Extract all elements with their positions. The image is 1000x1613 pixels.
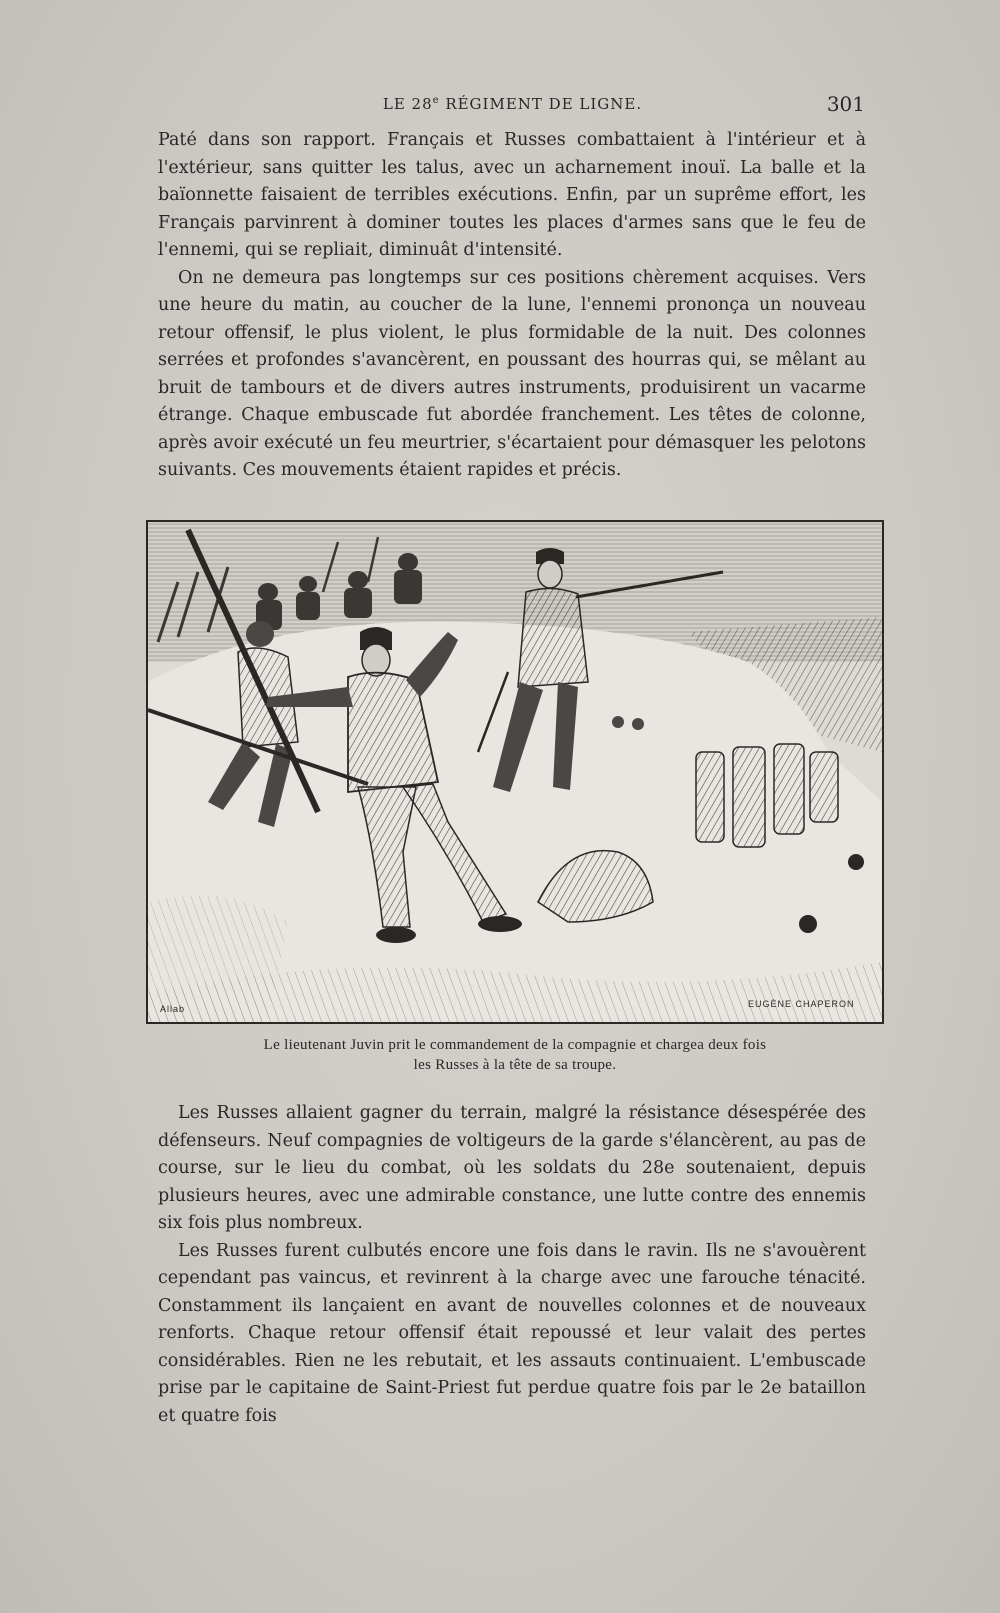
running-title-post: RÉGIMENT DE LIGNE. bbox=[439, 95, 643, 113]
cannonball bbox=[632, 718, 644, 730]
cannonball bbox=[799, 915, 817, 933]
cannonball bbox=[848, 854, 864, 870]
figure-caption bbox=[150, 1035, 880, 1075]
engraving-illustration bbox=[146, 520, 884, 1024]
paragraph-2: On ne demeura pas longtemps sur ces positions chèrement acquises. Vers une heure du matin, au coucher de la lune, l'ennemi prononça un nouveau retour offensif, le plus violent, le plus formidable de la nuit. Des colonnes serrées et profondes s'avancèrent, en poussant des hourras qui, se mêlant au bruit de tambours et de divers autres instruments, produisirent un vacarme étrange. Chaque embuscade fut abordée franchement. Les têtes de colonne, après avoir exécuté un feu meurtrier, s'écartaient pour démasquer les pelotons suivants. Ces mouvements étaient rapides et précis. bbox=[158, 267, 866, 480]
cannonball bbox=[612, 716, 624, 728]
running-title-sup: e bbox=[432, 95, 440, 106]
signature-left: Allab bbox=[160, 1004, 186, 1014]
page-number: 301 bbox=[826, 92, 865, 116]
running-title-pre: LE 28 bbox=[382, 95, 433, 113]
paragraph-4: Les Russes furent culbutés encore une fois dans le ravin. Ils ne s'avouèrent cependant pas vaincus, et revinrent à la charge avec une farouche ténacité. Constamment ils lançaient en avant de nouvelles colonnes et de nouveaux renforts. Chaque retour offensif était repoussé et leur valait des pertes considérables. Rien ne les rebutait, et les assauts continuaient. L'embuscade prise par le capitaine de Saint-Priest fut perdue quatre fois par le 2e bataillon et quatre fois bbox=[158, 1240, 866, 1426]
signature-right: EUGÈNE CHAPERON bbox=[748, 999, 855, 1009]
battle-scene-drawing bbox=[148, 522, 882, 1022]
paragraph-3: Les Russes allaient gagner du terrain, malgré la résistance désespérée des défenseurs. Neuf compagnies de voltigeurs de la garde s'élancèrent, au pas de course, sur le lieu du combat, où les soldats du 28e soutenaient, depuis plusieurs heures, avec une admirable constance, une lutte contre des ennemis six fois plus nombreux. bbox=[158, 1103, 866, 1233]
caption-line-1: Le lieutenant Juvin prit le commandement de la compagnie et chargea deux fois bbox=[263, 1037, 767, 1053]
text-block-bottom bbox=[158, 1100, 866, 1430]
paragraph-1: Paté dans son rapport. Français et Russes combattaient à l'intérieur et à l'extérieur, sans quitter les talus, avec un acharnement inouï. La balle et la baïonnette faisaient de terribles exécutions. Enfin, par un suprême effort, les Français parvinrent à dominer toutes les places d'armes sans que le feu de l'ennemi, qui se repliait, diminuât d'intensité. bbox=[158, 130, 866, 260]
running-head bbox=[160, 92, 865, 116]
text-block-top bbox=[158, 127, 866, 485]
running-title bbox=[160, 95, 865, 113]
caption-line-2: les Russes à la tête de sa troupe. bbox=[413, 1057, 617, 1073]
